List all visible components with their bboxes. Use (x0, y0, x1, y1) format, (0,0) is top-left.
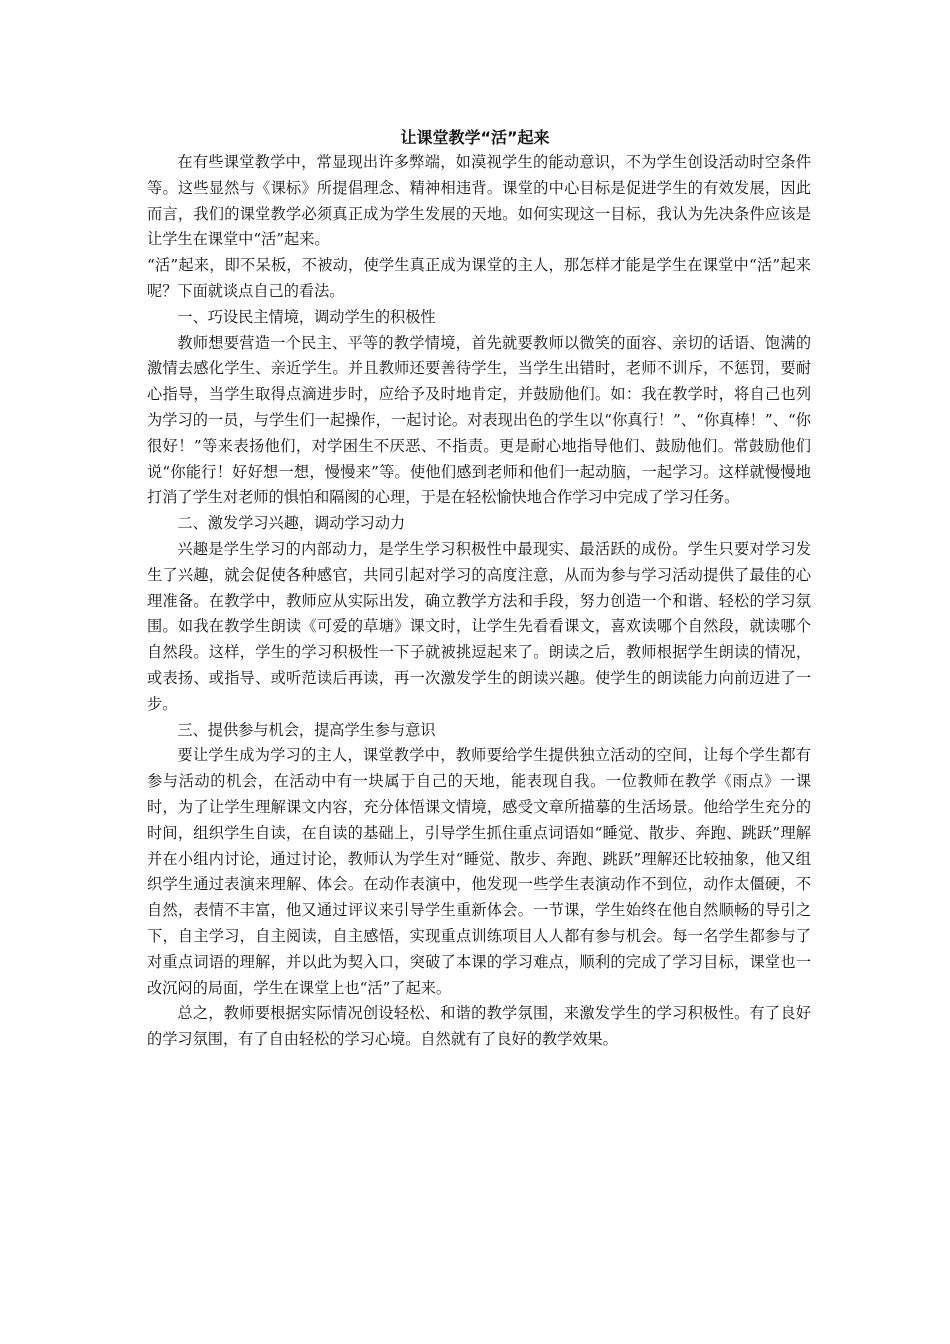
paragraph-definition: “活”起来，即不呆板，不被动，使学生真正成为课堂的主人，那怎样才能是学生在课堂中“活”起来呢？下面就谈点自己的看法。 (147, 256, 811, 300)
paragraph-section-1: 教师想要营造一个民主、平等的教学情境，首先就要教师以微笑的面容、亲切的话语、饱满的激情去感化学生、亲近学生。并且教师还要善待学生，当学生出错时，老师不训斥，不惩罚，要耐心指导，当学生取得点滴进步时，应给予及时地肯定，并鼓励他们。如：我在教学时，将自己也列为学习的一员，与学生们一起操作，一起讨论。对表现出色的学生以“你真行！”、“你真棒！”、“你很好！”等来表扬他们，对学困生不厌恶、不指责。更是耐心地指导他们、鼓励他们。常鼓励他们说“你能行！好好想一想，慢慢来”等。使他们感到老师和他们一起动脑，一起学习。这样就慢慢地打消了学生对老师的惧怕和隔阂的心理，于是在轻松愉快地合作学习中完成了学习任务。 (147, 333, 811, 507)
section-heading-2: 二、激发学习兴趣，调动学习动力 (177, 514, 406, 533)
document-body (147, 150, 811, 1053)
section-heading-3: 三、提供参与机会，提高学生参与意识 (177, 720, 436, 739)
paragraph-intro: 在有些课堂教学中，常显现出许多弊端，如漠视学生的能动意识，不为学生创设活动时空条件等。这些显然与《课标》所提倡理念、精神相违背。课堂的中心目标是促进学生的有效发展，因此而言，我们的课堂教学必须真正成为学生发展的天地。如何实现这一目标，我认为先决条件应该是让学生在课堂中“活”起来。 (147, 153, 811, 249)
paragraph-section-3: 要让学生成为学习的主人，课堂教学中，教师要给学生提供独立活动的空间，让每个学生都有参与活动的机会，在活动中有一块属于自己的天地，能表现自我。一位教师在教学《雨点》一课时，为了让学生理解课文内容，充分体悟课文情境，感受文章所描摹的生活场景。他给学生充分的时间，组织学生自读，在自读的基础上，引导学生抓住重点词语如“睡觉、散步、奔跑、跳跃”理解并在小组内讨论，通过讨论，教师认为学生对“睡觉、散步、奔跑、跳跃”理解还比较抽象，他又组织学生通过表演来理解、体会。在动作表演中，他发现一些学生表演动作不到位，动作太僵硬，不自然，表情不丰富，他又通过评议来引导学生重新体会。一节课，学生始终在他自然顺畅的导引之下，自主学习，自主阅读，自主感悟，实现重点训练项目人人都有参与机会。每一名学生都参与了对重点词语的理解，并以此为契入口，突破了本课的学习难点，顺利的完成了学习目标，课堂也一改沉闷的局面，学生在课堂上也“活”了起来。 (147, 746, 811, 997)
paragraph-conclusion: 总之，教师要根据实际情况创设轻松、和谐的教学氛围，来激发学生的学习积极性。有了良好的学习氛围，有了自由轻松的学习心境。自然就有了良好的教学效果。 (147, 1004, 811, 1049)
section-heading-1: 一、巧设民主情境，调动学生的积极性 (177, 307, 436, 326)
document-title: 让课堂教学“活”起来 (400, 128, 550, 147)
paragraph-section-2: 兴趣是学生学习的内部动力，是学生学习积极性中最现实、最活跃的成份。学生只要对学习发生了兴趣，就会促使各种感官，共同引起对学习的高度注意，从而为参与学习活动提供了最佳的心理准备。在教学中，教师应从实际出发，确立教学方法和手段，努力创造一个和谐、轻松的学习氛围。如我在教学生朗读《可爱的草塘》课文时，让学生先看看课文，喜欢读哪个自然段，就读哪个自然段。这样，学生的学习积极性一下子就被挑逗起来了。朗读之后，教师根据学生朗读的情况，或表扬、或指导、或听范读后再读，再一次激发学生的朗读兴趣。使学生的朗读能力向前迈进了一步。 (147, 539, 811, 713)
